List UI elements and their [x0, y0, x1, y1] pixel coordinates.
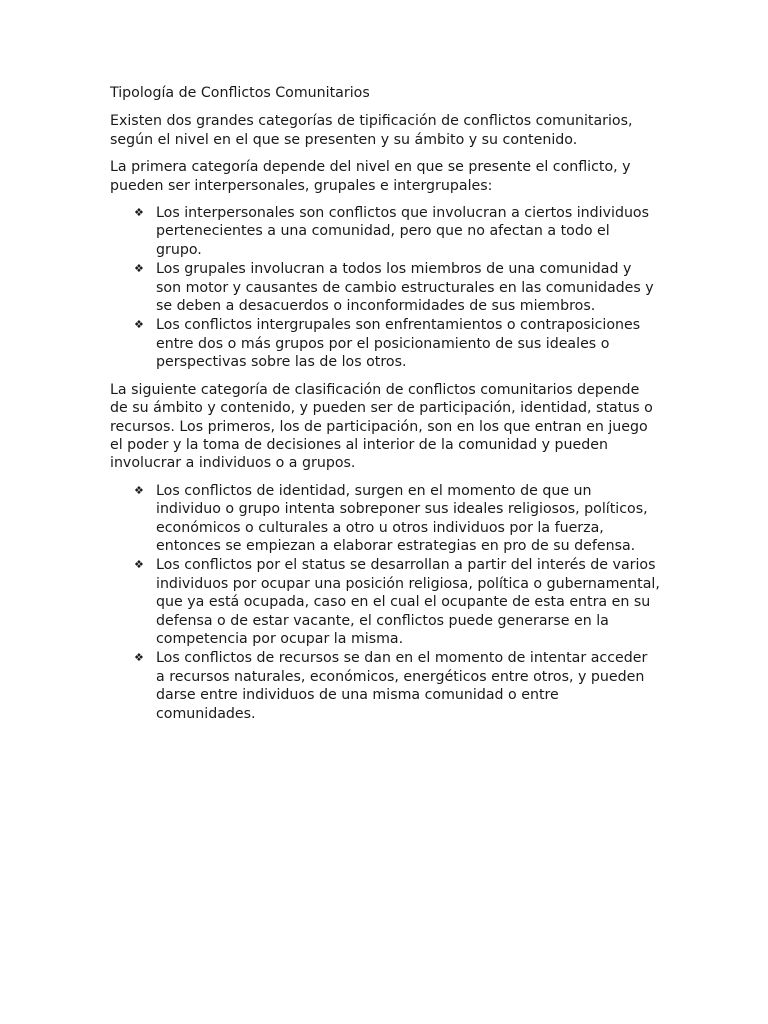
diamond-bullet-icon: ❖ — [134, 558, 144, 572]
diamond-bullet-icon: ❖ — [134, 206, 144, 220]
bullet-list-scope — [110, 482, 660, 723]
list-item — [110, 260, 660, 315]
list-item-text: Los conflictos intergrupales son enfrentamientos o contraposiciones entre dos o más grupos por el posicionamiento de sus ideales o perspectivas sobre las de los otros. — [156, 317, 641, 371]
list-item-text: Los interpersonales son conflictos que involucran a ciertos individuos pertenecientes a una comunidad, pero que no afectan a todo el grupo. — [156, 205, 650, 258]
document-title: Tipología de Conflictos Comunitarios — [110, 85, 370, 101]
bullet-list-levels — [110, 204, 660, 372]
list-item-text: Los conflictos de recursos se dan en el momento de intentar acceder a recursos naturales, económicos, energéticos entre otros, y pueden darse entre individuos de una misma comunidad o entre comunidades. — [156, 650, 648, 722]
list-item-text: Los conflictos por el status se desarrollan a partir del interés de varios individuos por ocupar una posición religiosa, política o gubernamental, que ya está ocupada, caso en el cual el ocupante de esta entra en su defensa o de estar vacante, el conflictos puede generarse en la competencia por ocupar la misma. — [156, 557, 660, 647]
paragraph-intro: Existen dos grandes categorías de tipificación de conflictos comunitarios, según el nivel en el que se presenten y su ámbito y su contenido. — [110, 113, 633, 148]
diamond-bullet-icon: ❖ — [134, 318, 144, 332]
list-item — [110, 204, 660, 259]
list-item — [110, 482, 660, 556]
diamond-bullet-icon: ❖ — [134, 483, 144, 497]
list-item — [110, 649, 660, 723]
diamond-bullet-icon: ❖ — [134, 262, 144, 276]
paragraph-second-category: La siguiente categoría de clasificación de conflictos comunitarios depende de su ámbito y contenido, y pueden ser de participación, identidad, status o recursos. Los primeros, los de participación, son en los que entran en juego el poder y la toma de decisiones al interior de la comunidad y pueden involucrar a individuos o a grupos. — [110, 381, 653, 472]
paragraph-first-category: La primera categoría depende del nivel en que se presente el conflicto, y pueden ser interpersonales, grupales e intergrupales: — [110, 159, 631, 194]
list-item-text: Los conflictos de identidad, surgen en el momento de que un individuo o grupo intenta sobreponer sus ideales religiosos, políticos, económicos o culturales a otro u otros individuos por la fuerza, entonces se empiezan a elaborar estrategias en pro de su defensa. — [156, 482, 648, 554]
list-item — [110, 316, 660, 371]
document-page — [110, 84, 660, 732]
list-item — [110, 556, 660, 648]
list-item-text: Los grupales involucran a todos los miembros de una comunidad y son motor y causantes de cambio estructurales en las comunidades y se deben a desacuerdos o inconformidades de sus miembros. — [156, 261, 654, 315]
diamond-bullet-icon: ❖ — [134, 651, 144, 665]
